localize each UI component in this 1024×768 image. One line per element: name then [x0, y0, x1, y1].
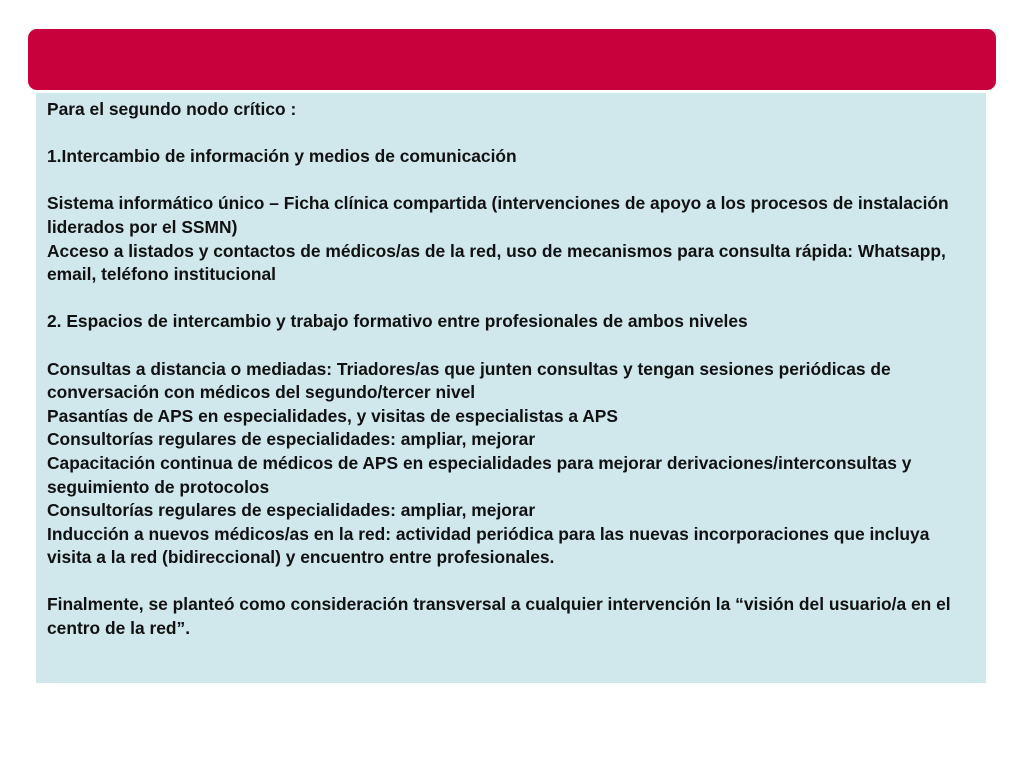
section-2-item-6: Inducción a nuevos médicos/as en la red: actividad periódica para las nuevas incorporaciones que incluya visita a la red (bidireccional) y encuentro entre profesionales. — [47, 523, 930, 568]
section-2-item-4: Capacitación continua de médicos de APS en especialidades para mejorar derivaciones/interconsultas y seguimiento de protocolos — [47, 452, 912, 497]
section-1-item-2: Acceso a listados y contactos de médicos/as de la red, uso de mecanismos para consulta rápida: Whatsapp, email, teléfono institucional — [47, 240, 946, 285]
section-2-item-1: Consultas a distancia o mediadas: Triadores/as que junten consultas y tengan sesiones periódicas de conversación con médicos del segundo/tercer nivel — [47, 358, 891, 403]
section-2-heading: 2. Espacios de intercambio y trabajo formativo entre profesionales de ambos niveles — [47, 311, 748, 332]
section-2-item-2: Pasantías de APS en especialidades, y visitas de especialistas a APS — [47, 405, 618, 426]
section-1-item-1: Sistema informático único – Ficha clínica compartida (intervenciones de apoyo a los procesos de instalación liderados por el SSMN) — [47, 193, 949, 237]
content-box — [36, 93, 986, 683]
conclusion-text: Finalmente, se planteó como consideración transversal a cualquier intervención la “visión del usuario/a en el centro de la red”. — [47, 594, 951, 639]
section-1-heading: 1.Intercambio de información y medios de comunicación — [47, 146, 517, 167]
section-2-item-5: Consultorías regulares de especialidades: ampliar, mejorar — [47, 500, 536, 521]
intro-text: Para el segundo nodo crítico : — [47, 99, 297, 119]
title-bar — [28, 29, 996, 90]
section-2-item-3: Consultorías regulares de especialidades: ampliar, mejorar — [47, 429, 536, 450]
